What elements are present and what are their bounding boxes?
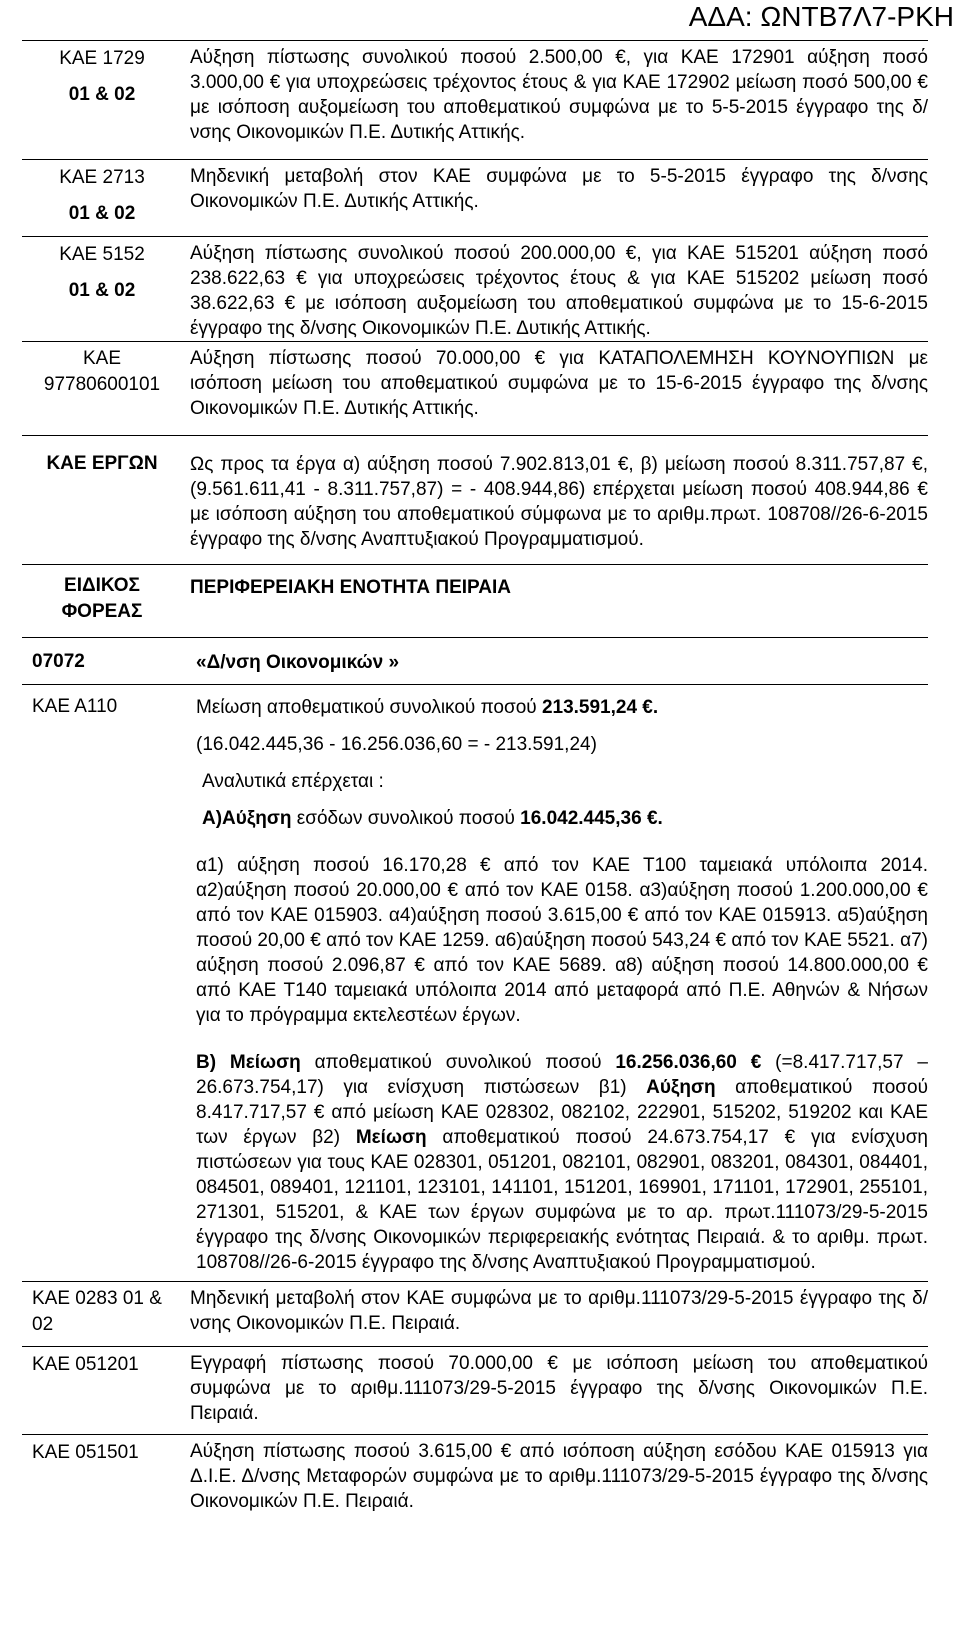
table-row [22,685,928,1282]
table-row [22,638,928,685]
table-row [22,237,928,342]
department-name: «Δ/νση Οικονομικών » [182,638,928,685]
kae-code: ΚΑΕ 5152 [59,244,145,265]
department-code: 07072 [22,638,182,685]
description-cell: Αύξηση πίστωσης συνολικού ποσού 2.500,00 €, για ΚΑΕ 172901 αύξηση ποσό 3.000,00 € για υποχρεώσεις τρέχοντος έτους & για ΚΑΕ 172902 μείωση ποσό 500,00 € με ισόποση αυξομείωση του αποθεματικού συμφώνα με το 5-5-2015 έγγραφο της δ/νσης Οικονομικών Π.Ε. Δυτικής Αττικής. [182,41,928,160]
document-ada-code: ΑΔΑ: ΩΝΤΒ7Λ7-ΡΚΗ [688,1,954,32]
kae-subcode: 01 & 02 [68,203,136,224]
kae-cell: ΚΑΕ 051201 [22,1347,182,1435]
budget-modification-table [22,40,928,1522]
kae-a110: ΚΑΕ Α110 [22,685,182,1282]
kae-code: ΚΑΕ 1729 [59,48,145,69]
table-row [22,1347,928,1435]
description-cell: Μηδενική μεταβολή στον ΚΑΕ συμφώνα με το 5-5-2015 έγγραφο της δ/νσης Οικονομικών Π.Ε. Δυτικής Αττικής. [182,160,928,237]
special-title: ΠΕΡΙΦΕΡΕΙΑΚΗ ΕΝΟΤΗΤΑ ΠΕΙΡΑΙΑ [182,565,928,638]
table-row [22,1282,928,1347]
a110-section-a-details: α1) αύξηση ποσού 16.170,28 € από τον ΚΑΕ Τ100 ταμειακά υπόλοιπα 2014. α2)αύξηση ποσού 20.000,00 € από τον ΚΑΕ 0158. α3)αύξηση ποσού 1.200.000,00 € από τον ΚΑΕ 015903. α4)αύξηση ποσού 3.615,00 € από τον ΚΑΕ 015913. α5)αύξηση ποσού 20,00 € από τον ΚΑΕ 1259. α6)αύξηση ποσού 543,24 € από τον ΚΑΕ 5521. α7) αύξηση ποσού 2.096,87 € από τον ΚΑΕ 5689. α8) αύξηση ποσού 14.800.000,00 € από ΚΑΕ Τ140 ταμειακά υπόλοιπα 2014 από μεταφορά από Π.Ε. Αθηνών & Νήσων για το πρόγραμμα εκτελεστέων έργων. [196,855,928,1026]
a110-line1: Μείωση αποθεματικού συνολικού ποσού 213.591,24 €. [196,697,659,718]
kae-cell: ΚΑΕ ΕΡΓΩΝ [22,436,182,565]
kae-subcode: 97780600101 [43,374,161,395]
table-row [22,565,928,638]
kae-subcode: 01 & 02 [68,280,136,301]
kae-cell: ΚΑΕ 0283 01 & 02 [22,1282,182,1347]
kae-cell: ΚΑΕ 051501 [32,1442,139,1463]
kae-cell [22,237,182,342]
kae-code: ΚΑΕ 2713 [59,167,145,188]
description-cell: Αύξηση πίστωσης συνολικού ποσού 200.000,00 €, για ΚΑΕ 515201 αύξηση ποσό 238.622,63 € για υποχρεώσεις τρέχοντος έτους & για ΚΑΕ 515202 μείωση ποσό 38.622,63 € με ισόποση αυξομείωση του αποθεματικού συμφώνα με το 15-6-2015 έγγραφο της δ/νσης Οικονομικών Π.Ε. Δυτικής Αττικής. [182,237,928,342]
description-cell: Αύξηση πίστωσης ποσού 3.615,00 € από ισόποση αύξηση εσόδου ΚΑΕ 015913 για Δ.Ι.Ε. Δ/νσης Μεταφορών συμφώνα με το αριθμ.111073/29-5-2015 έγγραφο της δ/νσης Οικονομικών Π.Ε. Πειραιά. [190,1441,928,1512]
special-label-line2: ΦΟΡΕΑΣ [61,601,143,622]
description-cell: Ως προς τα έργα α) αύξηση ποσού 7.902.813,01 €, β) μείωση ποσού 8.311.757,87 €, (9.561.611,41 - 8.311.757,87) = - 408.944,86) επέρχεται μείωση ποσού 408.944,86 € με ισόποση αύξηση του αποθεματικού σύμφωνα με το αριθμ.πρωτ. 108708//26-6-2015 έγγραφο της δ/νσης Αναπτυξιακού Προγραμματισμού. [182,436,928,565]
special-label-line1: ΕΙΔΙΚΟΣ [64,575,140,596]
table-row [22,160,928,237]
kae-subcode: 01 & 02 [68,84,136,105]
table-row [22,41,928,160]
description-cell: Αύξηση πίστωσης ποσού 70.000,00 € για ΚΑΤΑΠΟΛΕΜΗΣΗ ΚΟΥΝΟΥΠΙΩΝ με ισόποση μείωση του αποθεματικού συμφώνα με το 15-6-2015 έγγραφο της δ/νσης Οικονομικών Π.Ε. Δυτικής Αττικής. [182,342,928,436]
kae-cell [22,342,182,436]
a110-section-b: Β) Μείωση αποθεματικού συνολικού ποσού 16.256.036,60 € (=8.417.717,57 – 26.673.754,17) για ενίσχυση πιστώσεων β1) Αύξηση αποθεματικού ποσού 8.417.717,57 € από μείωση ΚΑΕ 028302, 082102, 222901, 515202, 519202 και ΚΑΕ των έργων β2) Μείωση αποθεματικού ποσού 24.673.754,17 € για ενίσχυση πιστώσεων για τους ΚΑΕ 028301, 051201, 082101, 082901, 083201, 084301, 084401, 084501, 089401, 121101, 123101, 141101, 151201, 169901, 171101, 172901, 255101, 271301, 515201, & ΚΑΕ των έργων συμφώνα με το αρ. πρωτ.111073/29-5-2015 έγγραφο της δ/νσης Οικονομικών περιφερειακής ενότητας Πειραιά. & το αριθμ. πρωτ. 108708//26-6-2015 έγγραφο της δ/νσης Αναπτυξιακού Προγραμματισμού. [196,1052,928,1273]
kae-code: ΚΑΕ [82,348,122,369]
table-row [22,1435,928,1523]
kae-cell [22,41,182,160]
table-row [22,342,928,436]
table-row [22,436,928,565]
a110-section-a: Α)Αύξηση εσόδων συνολικού ποσού 16.042.445,36 €. [202,808,663,829]
description-cell: Εγγραφή πίστωσης ποσού 70.000,00 € με ισόποση μείωση του αποθεματικού συμφώνα με το αριθμ.111073/29-5-2015 έγγραφο της δ/νσης Οικονομικών Π.Ε. Πειραιά. [182,1347,928,1435]
special-label-cell [22,565,182,638]
a110-line3: Αναλυτικά επέρχεται : [202,771,384,792]
a110-line2: (16.042.445,36 - 16.256.036,60 = - 213.591,24) [196,734,597,755]
description-cell: Μηδενική μεταβολή στον ΚΑΕ συμφώνα με το αριθμ.111073/29-5-2015 έγγραφο της δ/νσης Οικονομικών Π.Ε. Πειραιά. [182,1282,928,1347]
a110-description [182,685,928,1282]
kae-cell [22,160,182,237]
